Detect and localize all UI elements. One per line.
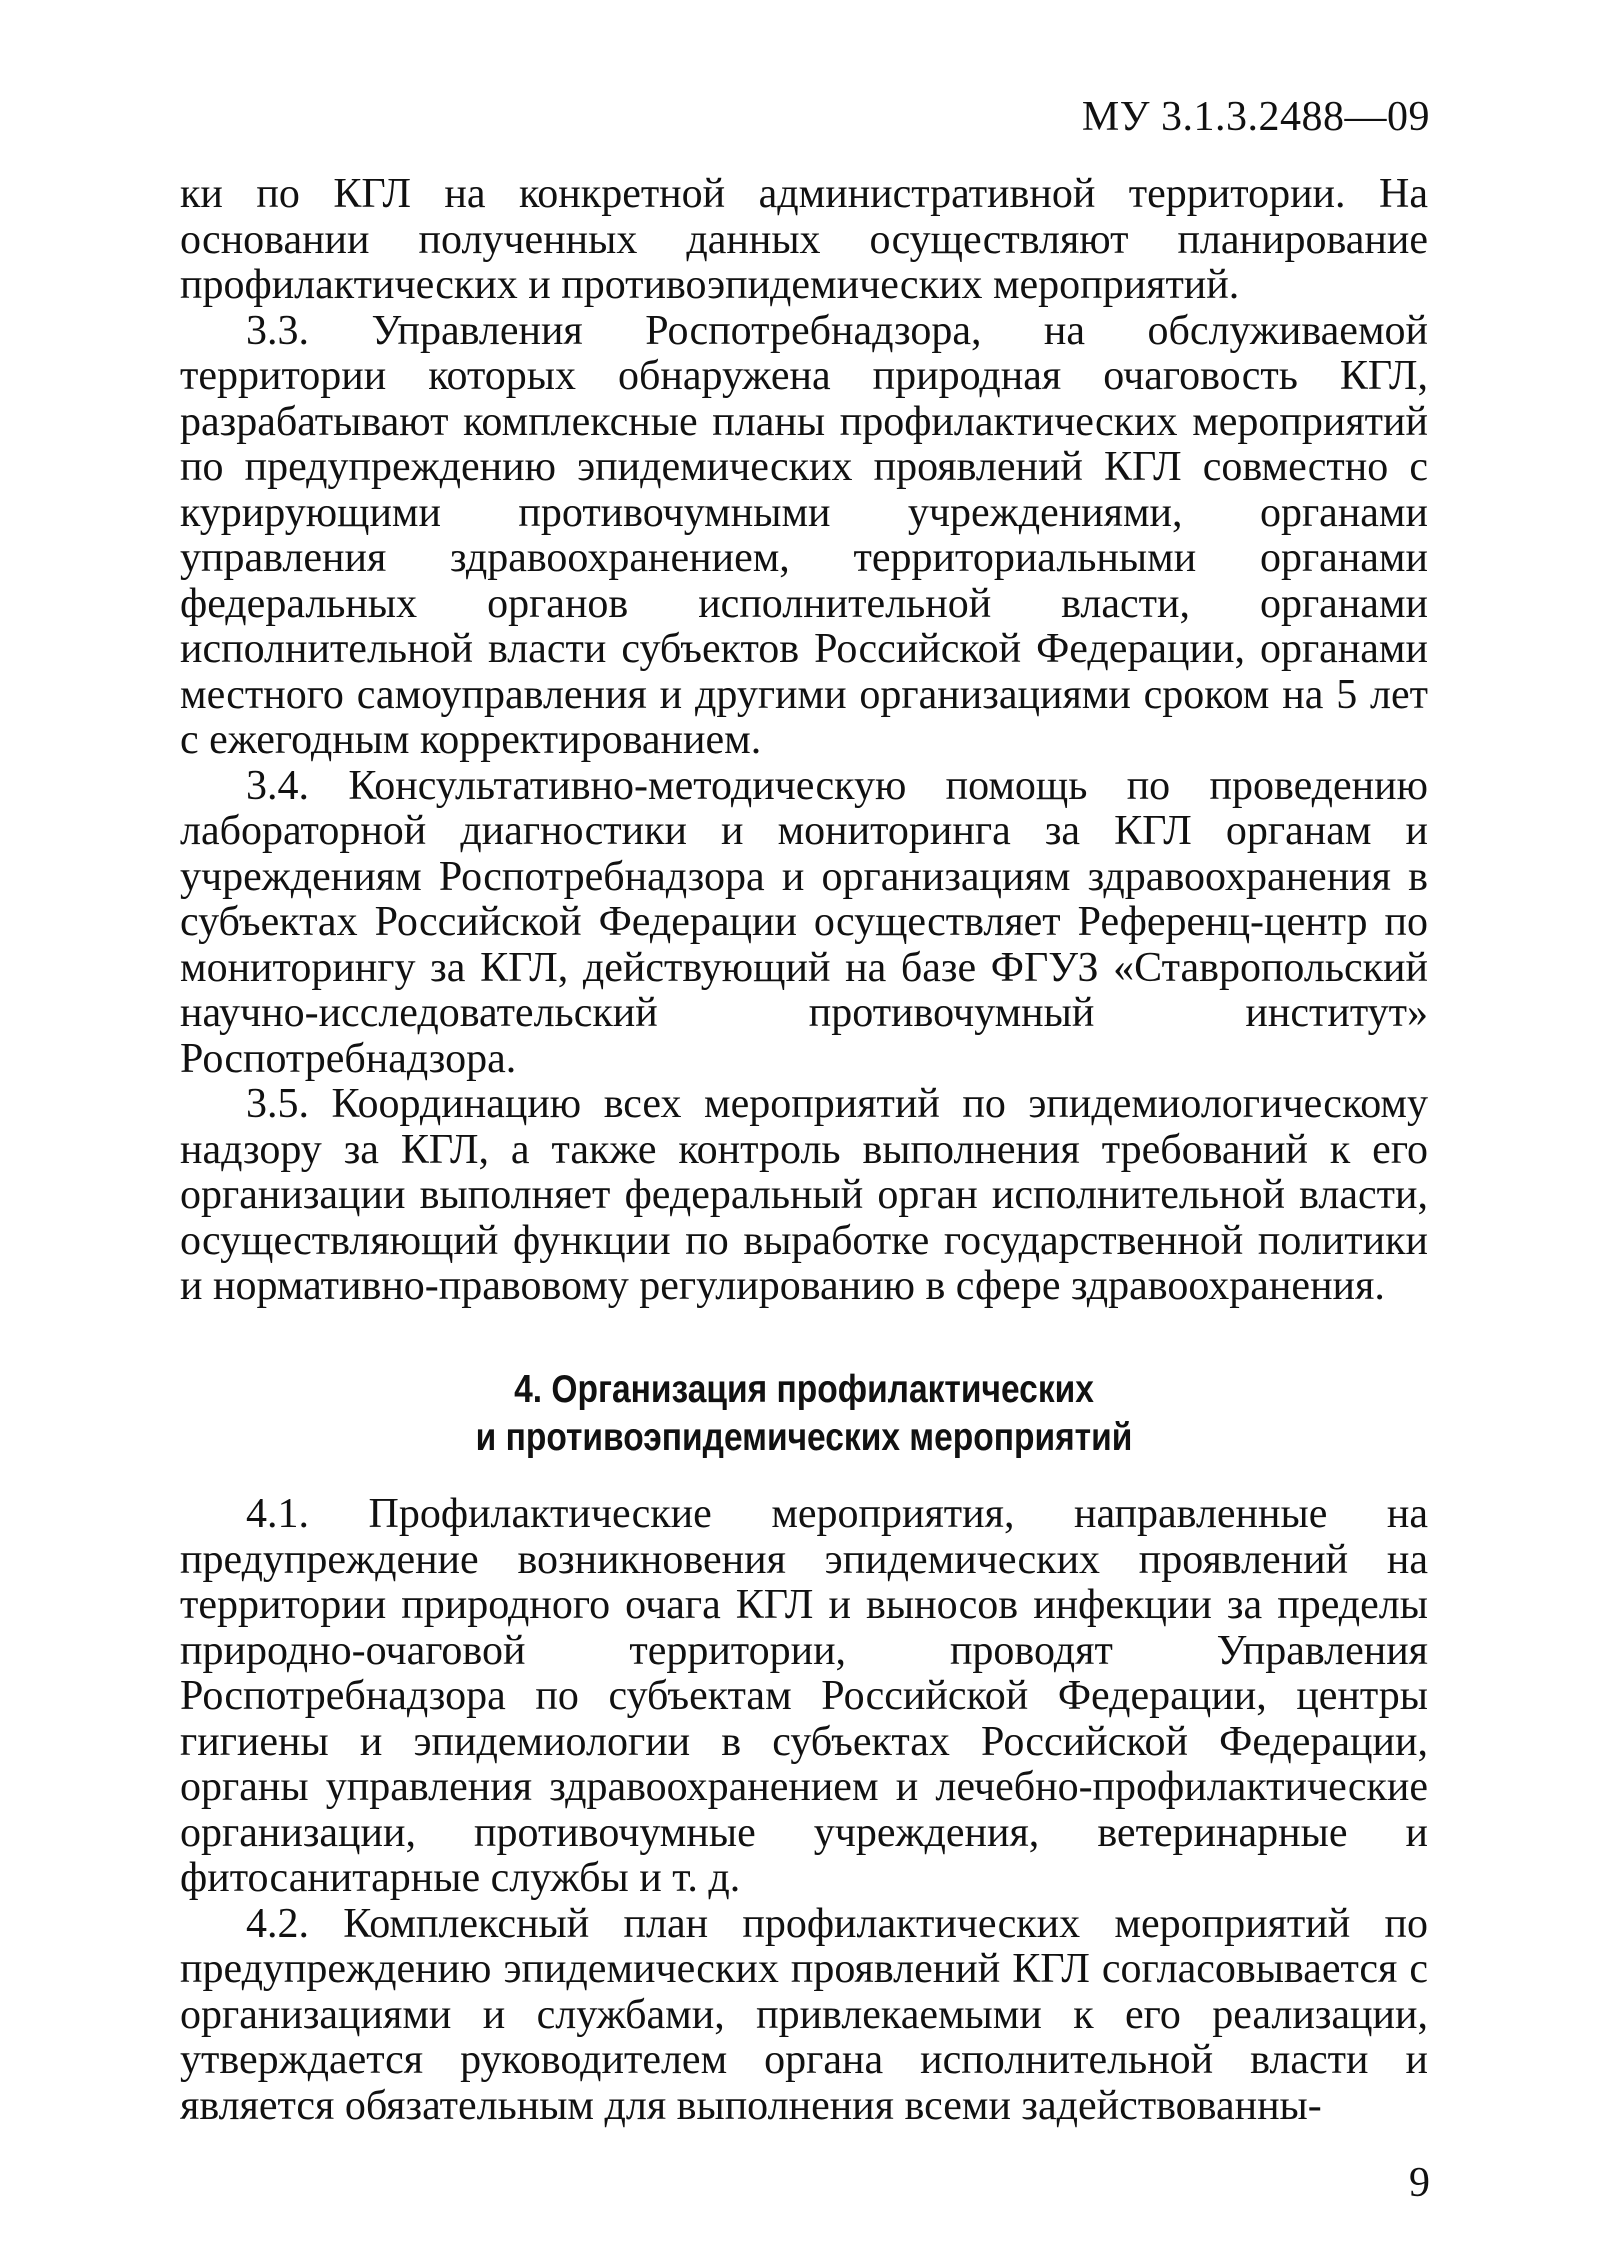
section-4-heading xyxy=(267,1366,1340,1462)
paragraph-3-3: 3.3. Управления Роспотребнадзора, на обслуживаемой территории которых обнаружена природная очаговость КГЛ, разрабатывают комплексные планы профилактических мероприятий по предупреждению эпидемических проявлений КГЛ совместно с курирующими противочумными учреждениями, органами управления здравоохранением, территориальными органами федеральных органов исполнительной власти, органами исполнительной власти субъектов Российской Федерации, органами местного самоуправления и другими организациями сроком на 5 лет с ежегодным корректированием. xyxy=(180,307,1428,763)
section-heading-line-2: и противоэпидемических мероприятий xyxy=(475,1416,1133,1459)
paragraph-continuation: ки по КГЛ на конкретной административной территории. На основании полученных данных осуществляют планирование профилактических и противоэпидемических мероприятий. xyxy=(180,171,1428,308)
paragraph-3-5: 3.5. Координацию всех мероприятий по эпидемиологическому надзору за КГЛ, а также контроль выполнения требований к его организации выполняет федеральный орган исполнительной власти, осуществляющий функции по выработке государственной политики и нормативно-правовому регулированию в сфере здравоохранения. xyxy=(180,1081,1428,1309)
paragraph-4-2: 4.2. Комплексный план профилактических мероприятий по предупреждению эпидемических проявлений КГЛ согласовывается с организациями и службами, привлекаемыми к его реализации, утверждается руководителем органа исполнительной власти и является обязательным для выполнения всеми задействованны- xyxy=(180,1900,1428,2129)
section-4-text xyxy=(180,1492,1428,2129)
section-heading-line-1: 4. Организация профилактических xyxy=(514,1368,1094,1411)
paragraph-4-1: 4.1. Профилактические мероприятия, направленные на предупреждение возникновения эпидемических проявлений на территории природного очага КГЛ и выносов инфекции за пределы природно-очаговой территории, проводят Управления Роспотребнадзора по субъектам Российской Федерации, центры гигиены и эпидемиологии в субъектах Российской Федерации, органы управления здравоохранением и лечебно-профилактические организации, противочумные учреждения, ветеринарные и фитосанитарные службы и т. д. xyxy=(180,1491,1428,1901)
page-number: 9 xyxy=(1409,2160,1430,2206)
document-code-header: МУ 3.1.3.2488—09 xyxy=(1081,94,1430,140)
section-3-text xyxy=(180,172,1428,1310)
paragraph-3-4: 3.4. Консультативно-методическую помощь по проведению лабораторной диагностики и мониторинга за КГЛ органам и учреждениям Роспотребнадзора и организациям здравоохранения в субъектах Российской Федерации осуществляет Референц-центр по мониторингу за КГЛ, действующий на базе ФГУЗ «Ставропольский научно-исследовательский противочумный институт» Роспотребнадзора. xyxy=(180,762,1428,1082)
